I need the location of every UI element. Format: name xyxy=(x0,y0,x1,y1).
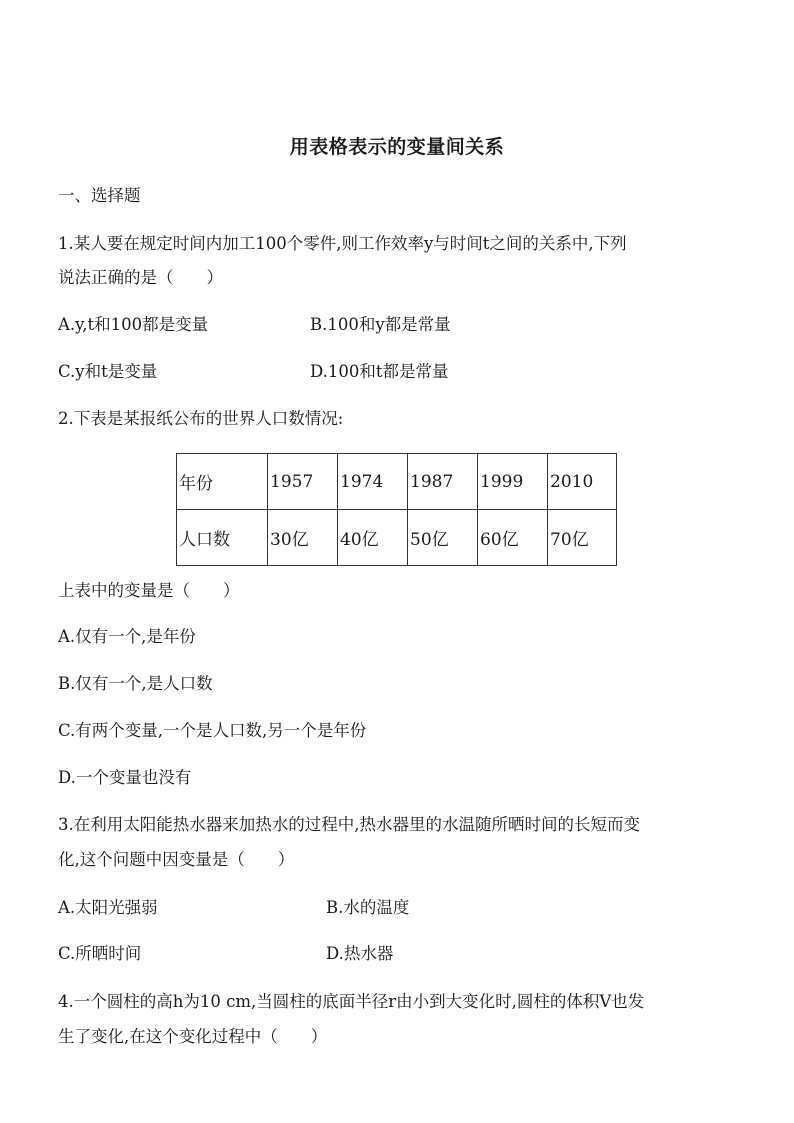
table-cell: 1987 xyxy=(408,454,478,510)
table-cell: 1957 xyxy=(268,454,338,510)
q3-option-d: D.热水器 xyxy=(326,944,394,963)
table-cell: 50亿 xyxy=(408,510,478,566)
table-row xyxy=(177,510,617,566)
table-cell: 人口数 xyxy=(177,510,268,566)
q1-option-a: A.y,t和100都是变量 xyxy=(58,315,209,334)
q2-question: 上表中的变量是（ ） xyxy=(58,581,240,600)
table-cell: 1999 xyxy=(478,454,548,510)
q2-option-b: B.仅有一个,是人口数 xyxy=(58,674,213,693)
table-cell: 年份 xyxy=(177,454,268,510)
q4-stem-line1: 4.一个圆柱的高h为10 cm,当圆柱的底面半径r由小到大变化时,圆柱的体积V也发 xyxy=(58,992,645,1011)
population-table xyxy=(176,453,617,566)
q3-option-b: B.水的温度 xyxy=(326,898,410,917)
table-cell: 2010 xyxy=(548,454,617,510)
q3-option-c: C.所晒时间 xyxy=(58,944,142,963)
q4-stem-line2: 生了变化,在这个变化过程中（ ） xyxy=(58,1027,328,1046)
section-heading: 一、选择题 xyxy=(58,186,141,205)
q3-option-a: A.太阳光强弱 xyxy=(58,898,158,917)
page-title: 用表格表示的变量间关系 xyxy=(289,136,505,158)
q1-option-d: D.100和t都是常量 xyxy=(310,362,449,381)
q3-stem-line1: 3.在利用太阳能热水器来加热水的过程中,热水器里的水温随所晒时间的长短而变 xyxy=(58,815,640,834)
q3-stem-line2: 化,这个问题中因变量是（ ） xyxy=(58,850,295,869)
table-cell: 70亿 xyxy=(548,510,617,566)
q2-option-c: C.有两个变量,一个是人口数,另一个是年份 xyxy=(58,721,367,740)
table-cell: 1974 xyxy=(338,454,408,510)
q1-option-c: C.y和t是变量 xyxy=(58,362,158,381)
table-cell: 30亿 xyxy=(268,510,338,566)
q1-stem-line2: 说法正确的是（ ） xyxy=(58,268,223,287)
q1-option-b: B.100和y都是常量 xyxy=(310,315,451,334)
q2-stem: 2.下表是某报纸公布的世界人口数情况: xyxy=(58,409,344,428)
q1-stem-line1: 1.某人要在规定时间内加工100个零件,则工作效率y与时间t之间的关系中,下列 xyxy=(58,234,627,253)
table-cell: 60亿 xyxy=(478,510,548,566)
q2-option-a: A.仅有一个,是年份 xyxy=(58,627,196,646)
table-cell: 40亿 xyxy=(338,510,408,566)
q2-option-d: D.一个变量也没有 xyxy=(58,768,192,787)
table-row xyxy=(177,454,617,510)
